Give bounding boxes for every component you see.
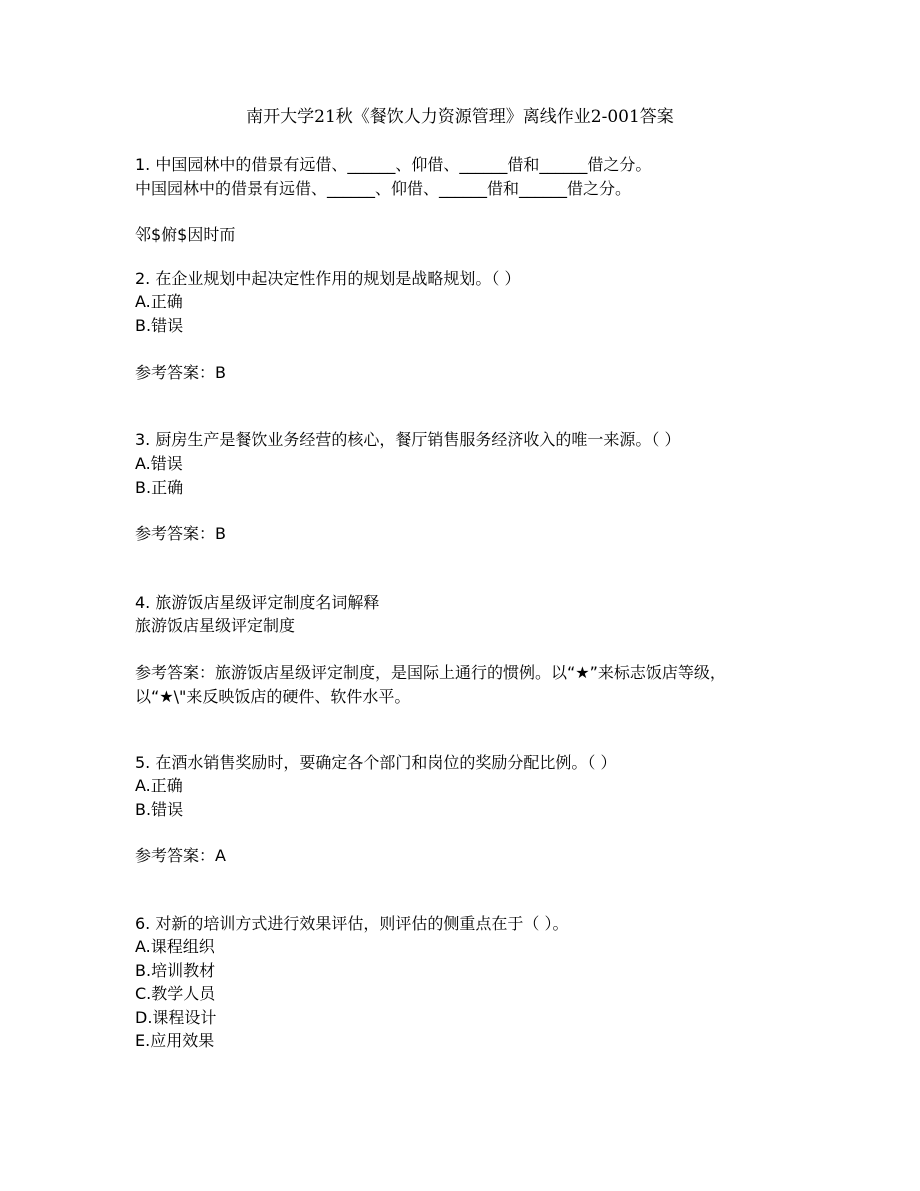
- question-2-option-a: A.正确: [135, 292, 183, 311]
- question-6-option-a: A.课程组织: [135, 937, 215, 956]
- question-6-option-b: B.培训教材: [135, 961, 216, 980]
- question-2-stem: 2. 在企业规划中起决定性作用的规划是战略规划。（ ）: [135, 269, 521, 288]
- question-4-stem: 4. 旅游饭店星级评定制度名词解释: [135, 593, 380, 612]
- question-3-stem: 3. 厨房生产是餐饮业务经营的核心，餐厅销售服务经济收入的唯一来源。（ ）: [135, 430, 681, 449]
- document-title: 南开大学21秋《餐饮人力资源管理》离线作业2-001答案: [246, 107, 674, 127]
- question-3-option-b: B.正确: [135, 478, 184, 497]
- question-3-option-a: A.错误: [135, 454, 183, 473]
- question-2-answer: 参考答案：B: [135, 363, 226, 382]
- question-6-stem: 6. 对新的培训方式进行效果评估，则评估的侧重点在于（ ）。: [135, 914, 569, 933]
- question-6-option-e: E.应用效果: [135, 1031, 215, 1050]
- question-5-option-b: B.错误: [135, 800, 184, 819]
- question-5-option-a: A.正确: [135, 776, 183, 795]
- question-1-restated: 中国园林中的借景有远借、______、仰借、______借和______借之分。: [135, 179, 632, 198]
- question-2-option-b: B.错误: [135, 316, 184, 335]
- question-6-option-d: D.课程设计: [135, 1008, 217, 1027]
- question-6-option-c: C.教学人员: [135, 984, 216, 1003]
- question-4-answer: 参考答案：旅游饭店星级评定制度，是国际上通行的惯例。以“★”来标志饭店等级，以“★\"来反映饭店的硬件、软件水平。: [135, 663, 726, 706]
- question-1-stem: 1. 中国园林中的借景有远借、______、仰借、______借和______借之分。: [135, 155, 652, 174]
- question-1-answer: 邻$俯$因时而: [135, 225, 236, 244]
- question-3-answer: 参考答案：B: [135, 524, 226, 543]
- question-5-answer: 参考答案：A: [135, 846, 226, 865]
- question-4-restated: 旅游饭店星级评定制度: [135, 616, 296, 635]
- question-5-stem: 5. 在酒水销售奖励时，要确定各个部门和岗位的奖励分配比例。（ ）: [135, 753, 617, 772]
